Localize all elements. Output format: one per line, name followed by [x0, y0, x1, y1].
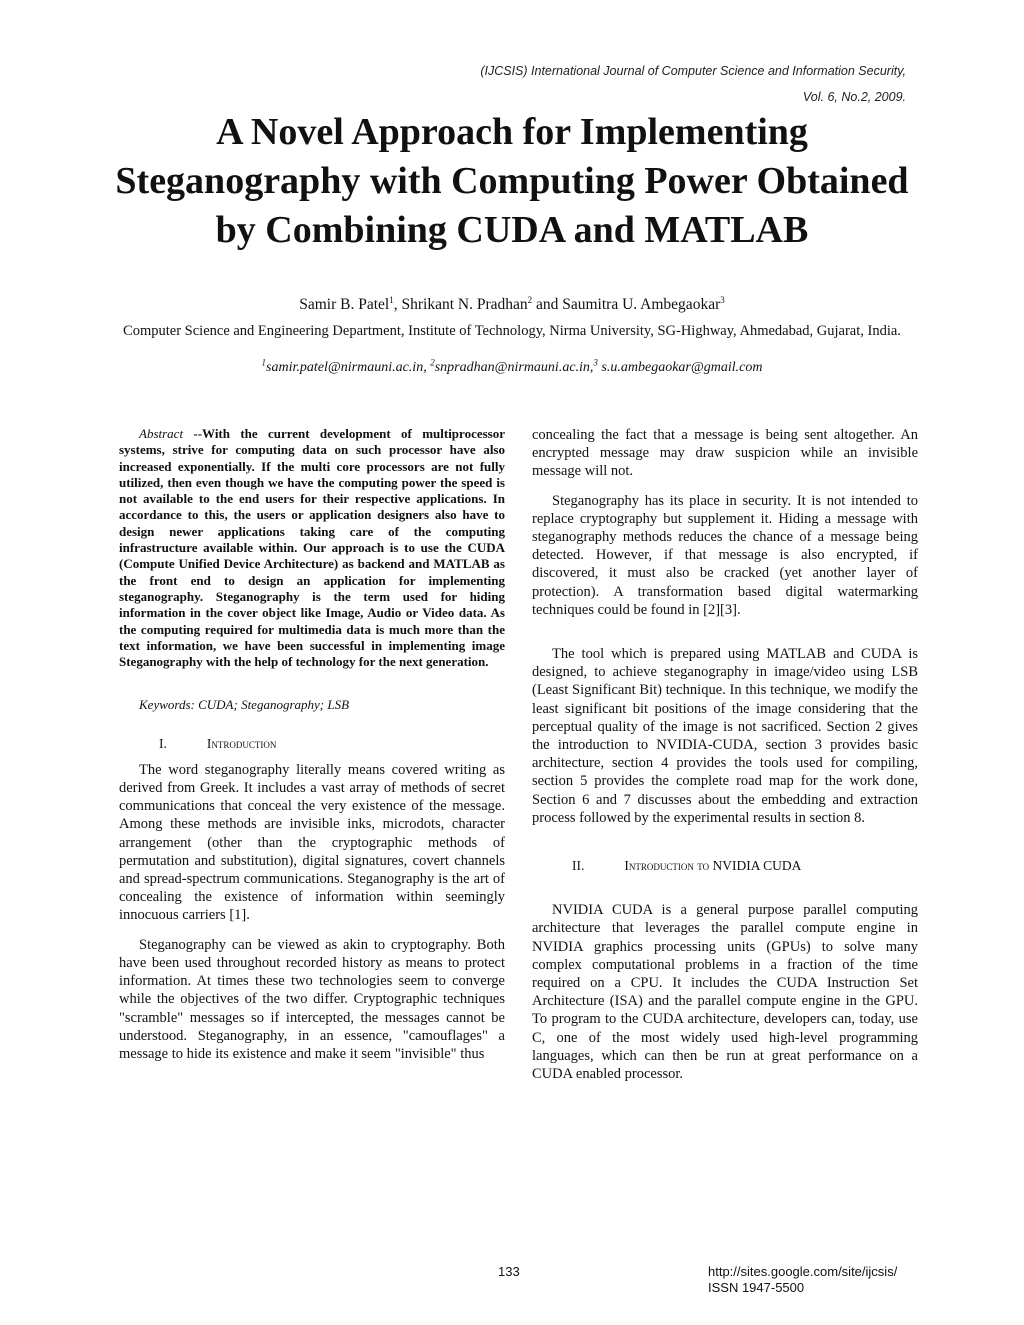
author-emails — [0, 357, 1024, 376]
right-column — [532, 426, 918, 1083]
email-2: snpradhan@nirmauni.ac.in, — [434, 360, 594, 375]
footer-issn: ISSN 1947-5500 — [708, 1280, 805, 1295]
footer-info — [708, 1264, 897, 1296]
author-3: and Saumitra U. Ambegaokar — [532, 296, 721, 313]
journal-name: (IJCSIS) International Journal of Computer Science and Information Security, — [480, 64, 906, 78]
author-2-sup: 2 — [527, 294, 533, 305]
section-1-heading — [119, 735, 505, 753]
left-column — [119, 426, 505, 1063]
section-1-title: Introduction — [206, 735, 277, 751]
author-1: Samir B. Patel — [299, 296, 390, 313]
author-list — [0, 296, 1024, 314]
section-1-paragraph-2: Steganography can be viewed as akin to cryptography. Both have been used throughout recorded history as means to protect information. At times these two technologies seem to converge while the objectives of the two differ. Cryptographic techniques "scramble" messages so if intercepted, the messages cannot be understood. Steganography, in an essence, "camouflages" a message to hide its existence and make it seem "invisible" thus — [119, 936, 505, 1062]
section-2-number: II. — [572, 858, 585, 874]
paper-title: A Novel Approach for Implementing Steganography with Computing Power Obtained by Combining CUDA and MATLAB — [115, 111, 909, 251]
email-1-sup: 1 — [261, 357, 267, 368]
abstract-text: --With the current development of multiprocessor systems, strive for computing data on such processor have also increased exponentially. If the multi core processors are not fully utilized, then even though we have the computing power the speed is not available to the end users for their respective applications. In accordance to this, the users or application designers also have to design newer applications taking care of the computing infrastructure available within. Our approach is to use the CUDA (Compute Unified Device Architecture) as backend and MATLAB as the front end to design an application for implementing steganography. Steganography is the term used for hiding information in the cover object like Image, Audio or Video data. As the computing required for multimedia data is much more than the text information, we have been successful in implementing image Steganography with the help of technology for the next generation. — [119, 426, 505, 670]
journal-header — [480, 58, 906, 110]
section-1-paragraph-3: concealing the fact that a message is being sent altogether. An encrypted message may draw suspicion while an invisible message will not. — [532, 427, 918, 480]
section-1-paragraph-1: The word steganography literally means covered writing as derived from Greek. It includes a vast array of methods of secret communications that conceal the very existence of the message. Among these methods are invisible inks, microdots, character arrangement (other than the cryptographic methods of permutation and substitution), digital signatures, covert channels and spread-spectrum communications. Steganography is the art of concealing the existence of information within seemingly innocuous carriers [1]. — [119, 761, 505, 924]
abstract-label: Abstract — [139, 426, 184, 441]
section-1-paragraph-4: Steganography has its place in security. It is not intended to replace cryptography but supplement it. Hiding a message with steganography methods reduces the chance of a message being detected. However, if that message is also encrypted, if discovered, it must also be cracked (yet another layer of protection). A transformation based digital watermarking techniques could be found in [2][3]. — [532, 492, 918, 618]
section-1-paragraph-5: The tool which is prepared using MATLAB and CUDA is designed, to achieve steganography in image/video using LSB (Least Significant Bit) technique. In this technique, we modify the least significant bit positions of the image considering that the perceptual quality of the image is not sacrificed. Section 2 gives the introduction to NVIDIA-CUDA, section 3 provides basic architecture, section 4 provides the tools used for compiling, section 5 provides the complete road map for the work done, Section 6 and 7 discusses about the embedding and extraction process followed by the experimental results in section 8. — [532, 646, 918, 826]
email-1: samir.patel@nirmauni.ac.in, — [266, 360, 431, 375]
abstract — [119, 426, 505, 670]
author-1-sup: 1 — [389, 294, 394, 305]
section-2-paragraph-1: NVIDIA CUDA is a general purpose parallel computing architecture that leverages the parallel compute engine in NVIDIA graphics processing units (GPUs) to solve many complex computational problems in a fraction of the time required on a CPU. It includes the CUDA Instruction Set Architecture (ISA) and the parallel compute engine in the GPU. To program to the CUDA architecture, developers can, today, use C, one of the most widely used high-level programming languages, which can then be run at great performance on a CUDA enabled processor. — [532, 902, 918, 1083]
page-number: 133 — [498, 1264, 520, 1279]
keywords: Keywords: CUDA; Steganography; LSB — [139, 697, 350, 713]
section-1-number: I. — [159, 735, 167, 751]
email-3-sup: 3 — [593, 357, 598, 368]
section-2-title: Introduction to NVIDIA CUDA — [624, 858, 802, 874]
author-3-sup: 3 — [720, 294, 725, 305]
affiliation: Computer Science and Engineering Department, Institute of Technology, Nirma University, SG-Highway, Ahmedabad, Gujarat, India. — [123, 323, 901, 339]
email-2-sup: 2 — [430, 357, 435, 368]
journal-volume: Vol. 6, No.2, 2009. — [802, 90, 906, 104]
author-2: , Shrikant N. Pradhan — [393, 296, 528, 313]
section-2-heading — [532, 857, 918, 875]
email-3: s.u.ambegaokar@gmail.com — [597, 360, 763, 375]
footer-url: http://sites.google.com/site/ijcsis/ — [708, 1264, 898, 1279]
